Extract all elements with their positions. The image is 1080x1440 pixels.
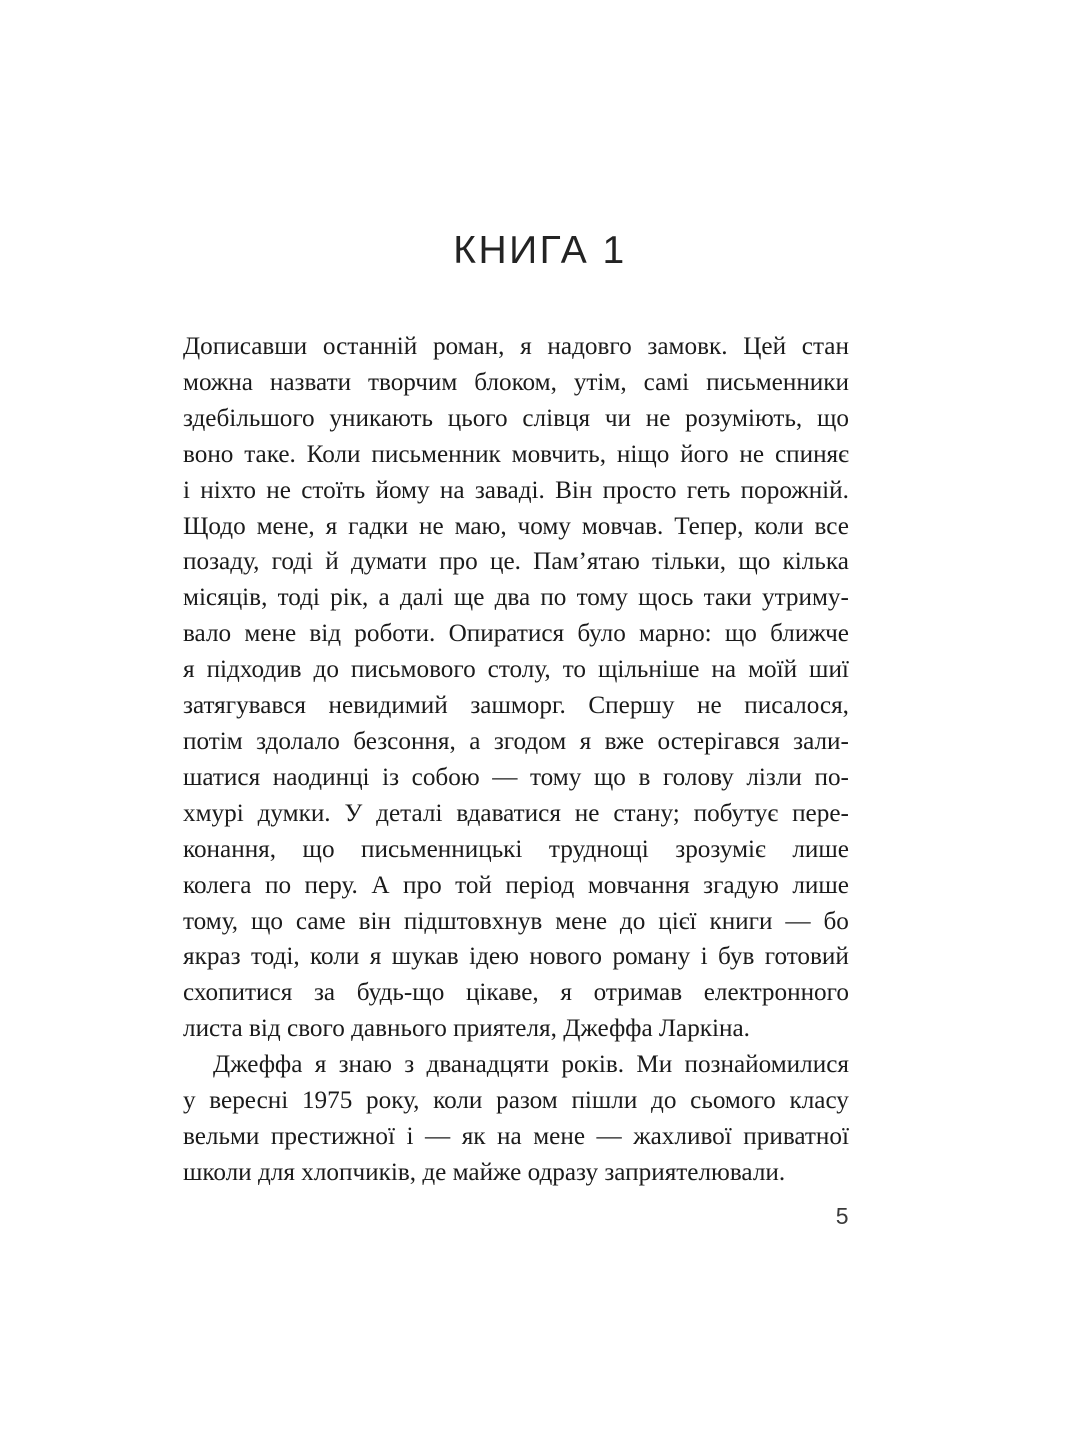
text-line: шатися наодинці із собою — тому що в голову лізли по- [183,763,849,791]
text-line: школи для хлопчиків, де майже одразу заприятелювали. [183,1158,786,1186]
text-line: місяців, тоді рік, а далі ще два по тому щось таки утриму- [183,584,849,612]
page-number: 5 [835,1203,849,1229]
paragraph [183,1047,849,1191]
text-line: Дописавши останній роман, я надовго замовк. Цей стан [183,333,849,360]
text-line: схопитися за будь-що цікаве, я отримав електронного [183,979,849,1007]
text-line: листа від свого давнього приятеля, Джеффа Ларкіна. [183,1015,750,1043]
body-text-block [183,329,849,1191]
text-line: і ніхто не стоїть йому на заваді. Він просто геть порожній. [183,476,849,504]
text-line: хмурі думки. У деталі вдаватися не стану; побутує пере- [183,799,849,827]
text-line: воно таке. Коли письменник мовчить, ніщо його не спиняє [183,440,849,468]
text-line: у вересні 1975 року, коли разом пішли до сьомого класу [183,1087,849,1115]
text-line: колега по перу. А про той період мовчання згадую лише [183,871,849,899]
text-line: вельми престижної і — як на мене — жахливої приватної [183,1122,849,1150]
text-line: якраз тоді, коли я шукав ідею нового роману і був готовий [183,943,849,971]
text-line: потім здолало безсоння, а згодом я вже остерігався зали- [183,727,849,755]
text-line: конання, що письменницькі труднощі зрозуміє лише [183,835,849,863]
text-line: можна назвати творчим блоком, утім, самі письменники [183,368,849,396]
text-line: тому, що саме він підштовхнув мене до цієї книги — бо [183,907,849,935]
text-line: вало мене від роботи. Опиратися було марно: що ближче [183,620,849,648]
text-line: Щодо мене, я гадки не маю, чому мовчав. Тепер, коли все [183,512,849,540]
paragraph [183,329,849,1047]
paragraph-container [183,329,849,1191]
text-line: позаду, годі й думати про це. Пам’ятаю тільки, що кілька [183,548,849,576]
chapter-heading: КНИГА 1 [453,229,627,273]
text-line: Джеффа я знаю з дванадцяти років. Ми познайомилися [213,1051,849,1079]
text-line: здебільшого уникають цього слівця чи не розуміють, що [183,404,849,432]
text-line: я підходив до письмового столу, то щільніше на моїй шиї [183,656,849,684]
text-line: затягувався невидимий зашморг. Спершу не писалося, [183,692,849,720]
